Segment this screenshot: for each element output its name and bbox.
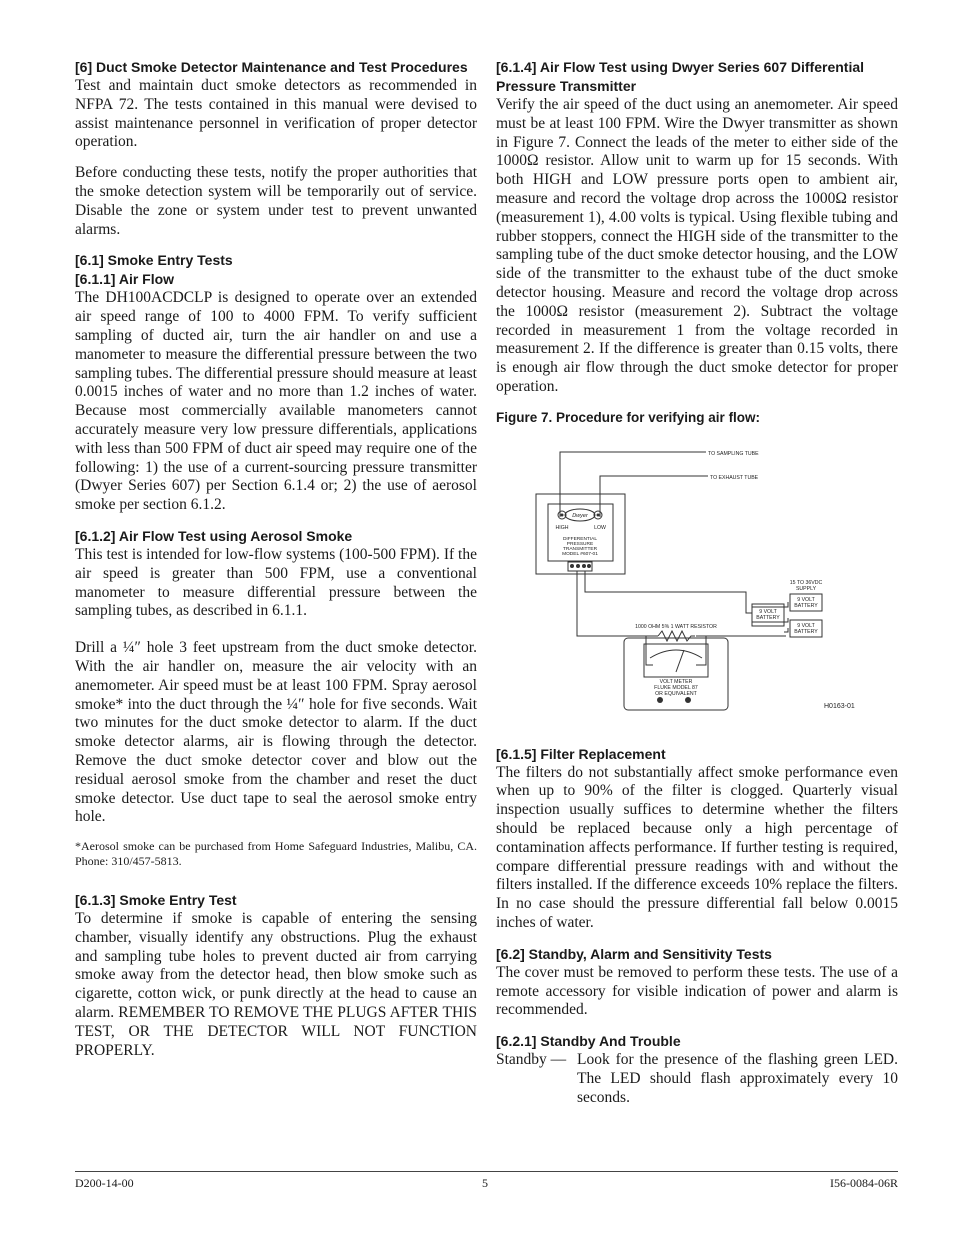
- high-label: HIGH: [555, 524, 569, 531]
- battery-top-label-2: BATTERY: [794, 602, 818, 609]
- section-6-1-2-paragraph-1: This test is intended for low-flow systems (100-500 FPM). If the air speed is greater than 500 FPM, use a conventional manometer to measure differential pressure between the sampling tubes, as described in 6.1.1.: [75, 545, 477, 620]
- section-6-1-2-title: [6.1.2] Air Flow Test using Aerosol Smoke: [75, 527, 353, 544]
- volt-meter: [624, 638, 728, 710]
- section-6-2-paragraph: The cover must be removed to perform these tests. The use of a remote accessory for visible indication of power and alarm is recommended.: [496, 963, 898, 1019]
- airflow-wiring-diagram: [496, 434, 898, 739]
- section-6-paragraph-1: Test and maintain duct smoke detectors as recommended in NFPA 72. The tests contained in this manual were devised to assist maintenance personnel in verification of proper detector operation.: [75, 77, 477, 151]
- section-6-1-2-paragraph-2: Drill a ¼″ hole 3 feet upstream from the duct smoke detector. With the air handler on, measure the air velocity with an anemometer. Air speed must be at least 100 FPM. Spray aerosol smoke* into the duct through the ¼″ hole for five seconds. Wait two minutes for the duct smoke detector to alarm. If the duct smoke detector alarms, air is flowing through the detector. Remove the duct smoke detector cover and blow out the residual aerosol smoke from the chamber and reset the duct smoke detector. Use duct tape to seal the aerosol smoke entry hole.: [75, 639, 477, 826]
- to-sampling-label: TO SAMPLING TUBE: [708, 450, 759, 457]
- section-6-1-5-title: [6.1.5] Filter Replacement: [496, 745, 666, 762]
- section-6-1-1-title: [6.1.1] Air Flow: [75, 271, 175, 288]
- page-footer: [75, 1171, 898, 1190]
- page-number: 5: [482, 1176, 488, 1190]
- left-column: [75, 58, 477, 1060]
- section-6-paragraph-2: Before conducting these tests, notify the proper authorities that the smoke detection system will be temporarily out of service. Disable the zone or system under test to prevent unwanted alarms.: [75, 164, 477, 238]
- figure-7-title: Figure 7. Procedure for verifying air flow:: [496, 409, 761, 425]
- standby-item: [496, 1051, 898, 1107]
- battery-bottom-label-2: BATTERY: [794, 628, 818, 635]
- aerosol-footnote: *Aerosol smoke can be purchased from Home Safeguard Industries, Malibu, CA. Phone: 310/457-5813.: [75, 839, 477, 869]
- figure-code: H0163-01: [824, 702, 855, 710]
- battery-bottom-label-1: 9 VOLT: [797, 622, 815, 629]
- standby-text: Look for the presence of the flashing green LED. The LED should flash approximately every 10 seconds.: [577, 1051, 898, 1106]
- footer-doc-code: I56-0084-06R: [830, 1176, 898, 1190]
- resistor-label: 1000 OHM 5% 1 WATT RESISTOR: [635, 623, 717, 630]
- section-6-1-title: [6.1] Smoke Entry Tests: [75, 252, 233, 269]
- transmitter-label-3: TRANSMITTER: [562, 546, 598, 552]
- supply-label-2: SUPPLY: [795, 585, 817, 592]
- transmitter-label-1: DIFFERENTIAL: [562, 536, 598, 542]
- resistor-symbol: [658, 631, 695, 641]
- meter-label-1: VOLT METER: [659, 678, 693, 685]
- section-6-1-1-paragraph: The DH100ACDCLP is designed to operate over an extended air speed range of 100 to 4000 FPM. To verify sufficient sampling of ducted air, turn the air handler on and use a manometer to measure the differential pressure between the two sampling tubes. The differential pressure should measure at least 0.0015 inches of water and no more than 1.2 inches of water. Because most commercially available manometers cannot accurately measure very low pressure differentials, applications with less than 500 FPM of duct air speed may require one of the following: 1) the use of a current-sourcing pressure transmitter (Dwyer Series 607) per Section 6.1.4 or; 2) the use of aerosol smoke per section 6.1.2.: [75, 289, 477, 514]
- transmitter-label-4: MODEL #607-01: [562, 551, 598, 557]
- battery-left-label-1: 9 VOLT: [759, 608, 777, 615]
- section-6-1-4-title: [6.1.4] Air Flow Test using Dwyer Series 607 Differential Pressure Transmitter: [496, 59, 865, 94]
- standby-label: Standby —: [496, 1051, 567, 1069]
- section-6-1-3-title: [6.1.3] Smoke Entry Test: [75, 892, 237, 909]
- low-label: LOW: [594, 524, 606, 531]
- section-6-2-title: [6.2] Standby, Alarm and Sensitivity Tests: [496, 945, 772, 962]
- section-6-1-3-paragraph: To determine if smoke is capable of entering the sensing chamber, visually identify any obstructions. Plug the exhaust and sampling tube holes to prevent ducted air from carrying smoke away from the detector head, then blow smoke such as cigarette, cotton wick, or punk directly at the head to cause an alarm. REMEMBER TO REMOVE THE PLUGS AFTER THIS TEST, OR THE DETECTOR WILL NOT FUNCTION PROPERLY.: [75, 910, 477, 1059]
- right-column: [496, 58, 898, 1108]
- meter-label-3: OR EQUIVALENT: [655, 690, 697, 697]
- section-6-1-4-paragraph: Verify the air speed of the duct using an anemometer. Air speed must be at least 100 FPM. Wire the Dwyer transmitter as shown in Figure 7. Connect the leads of the meter to either side of the 1000Ω resistor. Allow unit to warm up for 15 seconds. With both HIGH and LOW pressure ports open to ambient air, measure and record the voltage drop across the 1000Ω resistor (measurement 1), 4.00 volts is typical. Using flexible tubing and rubber stoppers, connect the HIGH side of the transmitter to the sampling tube of the duct smoke detector housing, and the LOW side of the transmitter to the exhaust tube of the duct smoke detector housing. Measure and record the voltage drop across the 1000Ω resistor (measurement 2). Subtract the voltage recorded in measurement 1 from the voltage recorded in measurement 2. If the difference is greater than 0.15 volts, there is enough air flow through the duct smoke detector for proper operation.: [496, 96, 898, 395]
- dwyer-brand: Dwyer: [572, 512, 588, 519]
- supply-label-1: 15 TO 36VDC: [789, 579, 823, 586]
- battery-left-label-2: BATTERY: [756, 614, 780, 621]
- section-6-2-1-title: [6.2.1] Standby And Trouble: [496, 1033, 681, 1050]
- transmitter-label-2: PRESSURE: [566, 541, 594, 547]
- section-6-1-5-paragraph: The filters do not substantially affect smoke performance even when up to 90% of the filter is clogged. Quarterly visual inspection usually suffices to determine whether the filters should be replaced because only a high percentage of contamination affects performance. If further testing is required, compare differential pressure readings with and without the filters installed. If the difference exceeds 10% replace the filters. In no case should the pressure differential fall below 0.0015 inches of water.: [496, 763, 898, 931]
- section-6-title: [6] Duct Smoke Detector Maintenance and Test Procedures: [75, 59, 468, 75]
- meter-label-2: FLUKE MODEL 87: [654, 684, 698, 691]
- footer-doc-number: D200-14-00: [75, 1176, 134, 1190]
- to-exhaust-label: TO EXHAUST TUBE: [710, 474, 759, 481]
- battery-top-label-1: 9 VOLT: [797, 596, 815, 603]
